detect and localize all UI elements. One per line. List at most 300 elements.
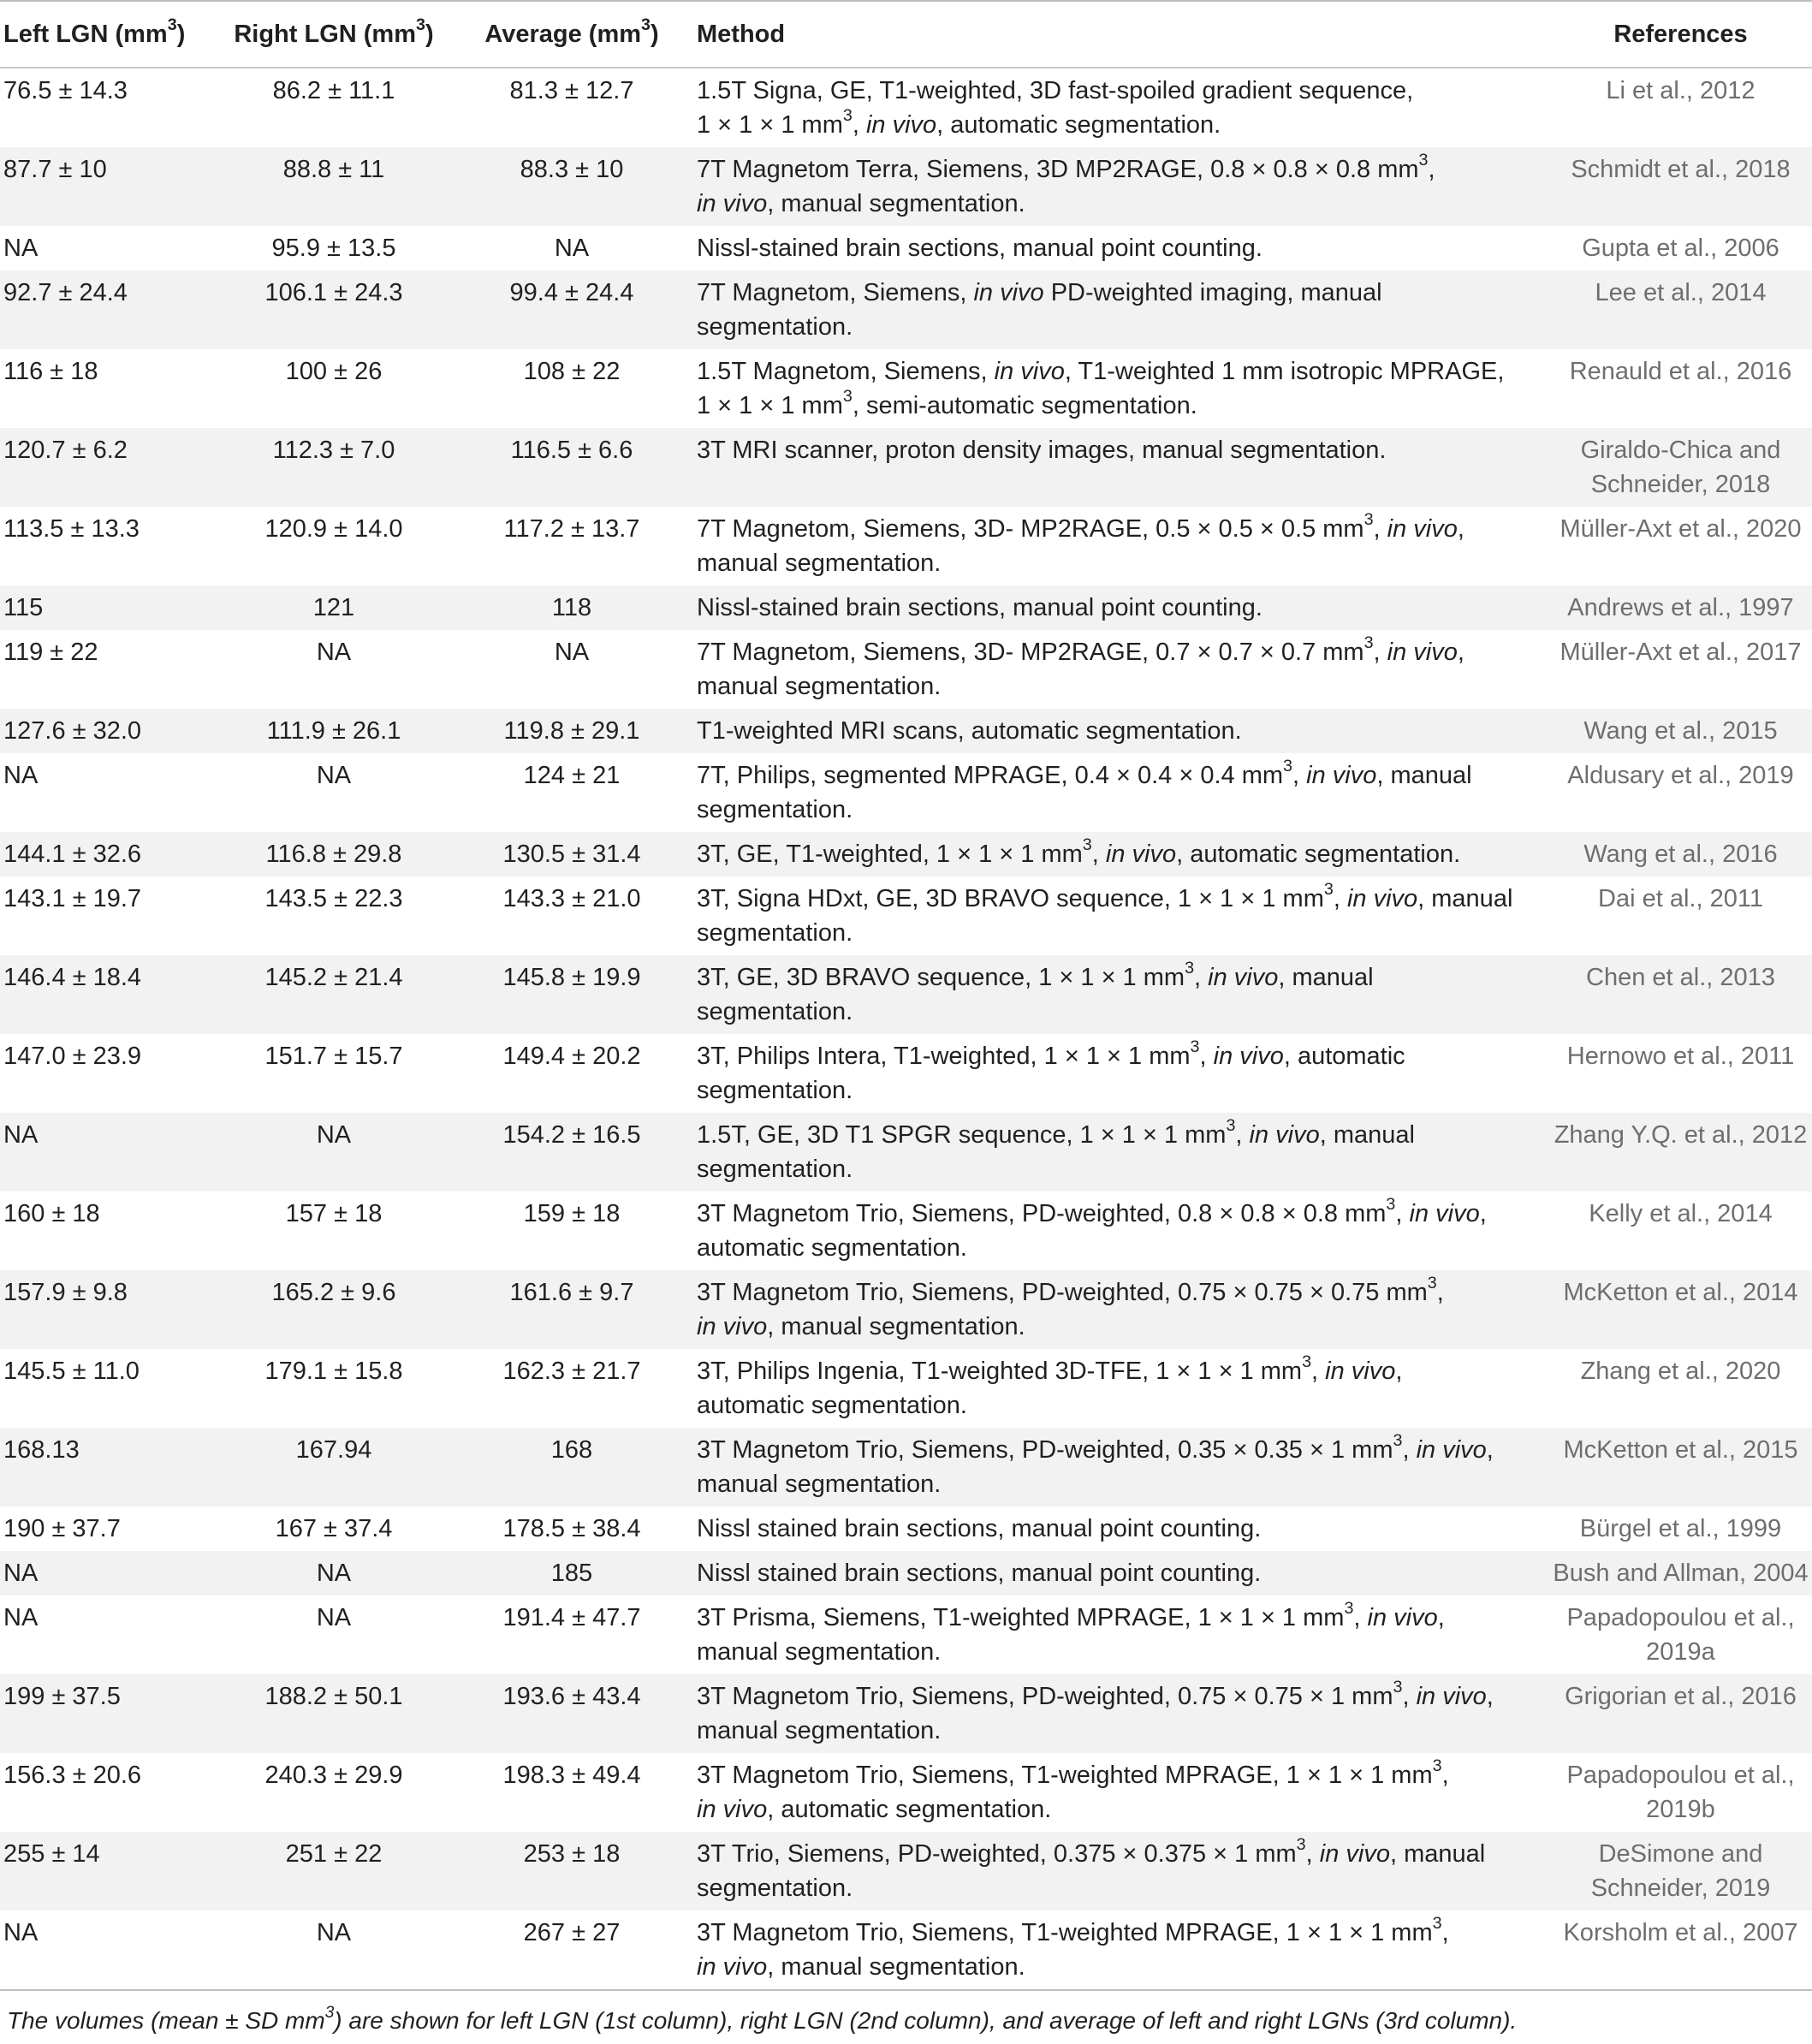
text-segment: , <box>852 111 866 139</box>
text-segment: , manual <box>1417 885 1513 912</box>
right-lgn-cell: NA <box>316 1560 352 1587</box>
reference-cell: McKetton et al., 2014 <box>1563 1279 1798 1306</box>
text-segment: manual segmentation. <box>697 550 942 577</box>
method-cell <box>690 876 1549 955</box>
header-superscript: 3 <box>641 15 651 34</box>
left-lgn-cell: NA <box>3 1560 39 1587</box>
average-cell: 108 ± 22 <box>523 358 621 385</box>
table-row <box>0 585 1812 630</box>
text-segment: , <box>1353 1604 1368 1631</box>
text-segment: , <box>1457 515 1464 543</box>
right-lgn-cell: 88.8 ± 11 <box>282 156 385 183</box>
average-cell: 193.6 ± 43.4 <box>502 1683 641 1710</box>
text-segment: , <box>1395 1358 1403 1385</box>
text-segment: 3T Prisma, Siemens, T1-weighted MPRAGE, 1 × 1 × 1 mm <box>697 1604 1345 1631</box>
average-cell: 154.2 ± 16.5 <box>502 1121 641 1149</box>
italic-text: in vivo <box>1213 1043 1284 1070</box>
superscript: 3 <box>1185 959 1195 978</box>
table-row <box>0 1428 1812 1506</box>
left-lgn-cell: 76.5 ± 14.3 <box>3 77 128 104</box>
left-lgn-cell: 168.13 <box>3 1436 80 1464</box>
header-tail: ) <box>650 20 659 48</box>
text-segment: T1-weighted MRI scans, automatic segmentation. <box>697 717 1242 745</box>
superscript: 3 <box>1082 835 1092 855</box>
text-segment: 3T, GE, 3D BRAVO sequence, 1 × 1 × 1 mm <box>697 964 1185 991</box>
method-cell <box>690 1428 1549 1506</box>
left-lgn-cell: 199 ± 37.5 <box>3 1683 121 1710</box>
superscript: 3 <box>1296 1835 1306 1855</box>
text-segment: , <box>1486 1683 1494 1710</box>
table-row <box>0 832 1812 876</box>
left-lgn-cell: 147.0 ± 23.9 <box>3 1043 142 1070</box>
table-row <box>0 1270 1812 1349</box>
italic-text: in vivo <box>1416 1683 1487 1710</box>
method-cell <box>690 1551 1549 1595</box>
table-row <box>0 876 1812 955</box>
text-segment: , <box>1428 156 1435 183</box>
reference-cell: Lee et al., 2014 <box>1595 279 1767 306</box>
text-segment: , <box>1373 639 1387 666</box>
average-cell: 145.8 ± 19.9 <box>502 964 641 991</box>
left-lgn-cell: NA <box>3 1604 39 1631</box>
text-segment: 3T Magnetom Trio, Siemens, T1-weighted MPRAGE, 1 × 1 × 1 mm <box>697 1762 1433 1789</box>
left-lgn-cell: 156.3 ± 20.6 <box>3 1762 142 1789</box>
superscript: 3 <box>1302 1352 1312 1372</box>
text-segment: 3T, GE, T1-weighted, 1 × 1 × 1 mm <box>697 841 1083 868</box>
average-cell: 117.2 ± 13.7 <box>503 515 640 543</box>
method-cell <box>690 1349 1549 1428</box>
text-segment: 7T, Philips, segmented MPRAGE, 0.4 × 0.4 × 0.4 mm <box>697 762 1284 789</box>
average-cell: 159 ± 18 <box>523 1200 621 1227</box>
method-cell <box>690 753 1549 832</box>
header-superscript: 3 <box>416 15 425 34</box>
italic-text: in vivo <box>697 1796 768 1823</box>
left-lgn-cell: 115 <box>3 594 44 621</box>
italic-text: in vivo <box>1416 1436 1487 1464</box>
text-segment: Nissl stained brain sections, manual point counting. <box>697 1515 1262 1542</box>
table-row <box>0 1506 1812 1551</box>
text-segment: segmentation. <box>697 1875 853 1902</box>
table-row <box>0 1910 1812 1990</box>
text-segment: , <box>1402 1683 1417 1710</box>
table-row <box>0 709 1812 753</box>
text-segment: 3T, Philips Ingenia, T1-weighted 3D-TFE, 1 × 1 × 1 mm <box>697 1358 1303 1385</box>
italic-text: in vivo <box>697 1953 768 1981</box>
average-cell: 99.4 ± 24.4 <box>509 279 634 306</box>
left-lgn-cell: NA <box>3 762 39 789</box>
reference-cell: Müller-Axt et al., 2017 <box>1560 639 1802 666</box>
right-lgn-cell: 111.9 ± 26.1 <box>266 717 401 745</box>
text-segment: , <box>1333 885 1347 912</box>
reference-cell: Schmidt et al., 2018 <box>1571 156 1791 183</box>
right-lgn-cell: 86.2 ± 11.1 <box>272 77 395 104</box>
text-segment: , T1-weighted 1 mm isotropic MPRAGE, <box>1064 358 1505 385</box>
right-lgn-cell: 179.1 ± 15.8 <box>264 1358 403 1385</box>
table-body <box>0 68 1812 1990</box>
reference-cell: Hernowo et al., 2011 <box>1566 1043 1795 1070</box>
reference-cell: Chen et al., 2013 <box>1586 964 1775 991</box>
text-segment: 1.5T Magnetom, Siemens, <box>697 358 995 385</box>
average-cell: 198.3 ± 49.4 <box>502 1762 641 1789</box>
text-segment: 3T, Signa HDxt, GE, 3D BRAVO sequence, 1 × 1 × 1 mm <box>697 885 1324 912</box>
method-cell <box>690 1674 1549 1753</box>
italic-text: in vivo <box>1105 841 1177 868</box>
method-cell <box>690 507 1549 585</box>
method-cell <box>690 955 1549 1034</box>
superscript: 3 <box>1418 151 1429 170</box>
right-lgn-header <box>214 1 454 68</box>
superscript: 3 <box>842 106 853 126</box>
italic-text: in vivo <box>1319 1840 1390 1868</box>
text-segment: automatic segmentation. <box>697 1234 967 1262</box>
reference-cell: McKetton et al., 2015 <box>1563 1436 1798 1464</box>
left-lgn-cell: 157.9 ± 9.8 <box>3 1279 128 1306</box>
italic-text: in vivo <box>1249 1121 1320 1149</box>
right-lgn-cell: 116.8 ± 29.8 <box>265 841 402 868</box>
right-lgn-cell: NA <box>316 639 352 666</box>
average-cell: 178.5 ± 38.4 <box>502 1515 641 1542</box>
right-lgn-cell: 165.2 ± 9.6 <box>271 1279 396 1306</box>
text-segment: 3T MRI scanner, proton density images, manual segmentation. <box>697 437 1387 464</box>
text-segment: , <box>1437 1604 1445 1631</box>
left-lgn-cell: 145.5 ± 11.0 <box>3 1358 140 1385</box>
right-lgn-cell: 120.9 ± 14.0 <box>264 515 403 543</box>
italic-text: in vivo <box>865 111 937 139</box>
header-label: Left LGN (mm <box>3 20 168 48</box>
text-segment: , <box>1305 1840 1320 1868</box>
reference-cell: Bush and Allman, 2004 <box>1553 1560 1809 1587</box>
average-cell: 267 ± 27 <box>454 1910 690 1990</box>
reference-cell: Korsholm et al., 2007 <box>1549 1910 1812 1990</box>
left-lgn-cell: 92.7 ± 24.4 <box>3 279 128 306</box>
italic-text: in vivo <box>1367 1604 1438 1631</box>
superscript: 3 <box>1226 1116 1236 1136</box>
table-row <box>0 226 1812 270</box>
text-segment: manual segmentation. <box>697 1471 942 1498</box>
reference-cell: Renauld et al., 2016 <box>1569 358 1792 385</box>
average-cell: NA <box>554 235 590 262</box>
text-segment: manual segmentation. <box>697 673 942 700</box>
table-row <box>0 955 1812 1034</box>
text-segment: 3T, Philips Intera, T1-weighted, 1 × 1 × 1 mm <box>697 1043 1191 1070</box>
text-segment: 1.5T Signa, GE, T1-weighted, 3D fast-spoiled gradient sequence, <box>697 77 1414 104</box>
method-cell <box>690 428 1549 507</box>
right-lgn-cell: 157 ± 18 <box>285 1200 383 1227</box>
left-lgn-cell: NA <box>3 1121 39 1149</box>
left-lgn-cell: 120.7 ± 6.2 <box>3 437 128 464</box>
superscript: 3 <box>1323 880 1334 900</box>
text-segment: 1 × 1 × 1 mm <box>697 392 843 419</box>
reference-cell: Wang et al., 2015 <box>1583 717 1778 745</box>
text-segment: , <box>1292 762 1307 789</box>
average-cell: 88.3 ± 10 <box>520 156 624 183</box>
table-row <box>0 270 1812 349</box>
left-lgn-cell: 116 ± 18 <box>3 358 98 385</box>
left-lgn-cell: 87.7 ± 10 <box>3 156 107 183</box>
text-segment: , <box>1311 1358 1326 1385</box>
text-segment: 3T Magnetom Trio, Siemens, PD-weighted, 0.35 × 0.35 × 1 mm <box>697 1436 1393 1464</box>
left-lgn-cell: 190 ± 37.7 <box>3 1515 121 1542</box>
references-header <box>1549 1 1812 68</box>
method-cell <box>690 1595 1549 1674</box>
table-header <box>0 1 1812 68</box>
method-cell <box>690 1506 1549 1551</box>
right-lgn-cell: 143.5 ± 22.3 <box>264 885 403 912</box>
text-segment: , manual segmentation. <box>767 190 1025 217</box>
text-segment: The volumes (mean ± SD mm <box>7 2007 325 2034</box>
right-lgn-cell: 240.3 ± 29.9 <box>264 1762 403 1789</box>
left-lgn-cell: 160 ± 18 <box>3 1200 100 1227</box>
average-cell: 149.4 ± 20.2 <box>502 1043 641 1070</box>
text-segment: segmentation. <box>697 1156 853 1183</box>
reference-cell: Wang et al., 2016 <box>1583 841 1778 868</box>
reference-cell: DeSimone and Schneider, 2019 <box>1590 1840 1771 1902</box>
text-segment: 1.5T, GE, 3D T1 SPGR sequence, 1 × 1 × 1 mm <box>697 1121 1227 1149</box>
method-cell <box>690 1191 1549 1270</box>
average-header <box>454 1 690 68</box>
text-segment: 7T Magnetom, Siemens, <box>697 279 974 306</box>
header-label: References <box>1613 20 1748 48</box>
italic-text: in vivo <box>1346 885 1418 912</box>
text-segment: automatic segmentation. <box>697 1392 967 1419</box>
reference-cell: Grigorian et al., 2016 <box>1565 1683 1797 1710</box>
text-segment: Nissl-stained brain sections, manual point counting. <box>697 594 1262 621</box>
table-row <box>0 147 1812 226</box>
right-lgn-cell: 112.3 ± 7.0 <box>272 437 395 464</box>
average-cell: 168 <box>550 1436 593 1464</box>
table-row <box>0 1034 1812 1113</box>
table-caption <box>0 1998 1811 2044</box>
text-segment: , <box>1479 1200 1487 1227</box>
method-cell <box>690 709 1549 753</box>
text-segment: , manual <box>1389 1840 1486 1868</box>
left-lgn-cell: NA <box>3 235 39 262</box>
average-cell: 130.5 ± 31.4 <box>502 841 641 868</box>
header-label: Average (mm <box>484 20 642 48</box>
average-cell: 116.5 ± 6.6 <box>510 437 633 464</box>
average-cell: 253 ± 18 <box>523 1840 621 1868</box>
table-row <box>0 630 1812 709</box>
text-segment: , automatic segmentation. <box>936 111 1221 139</box>
average-cell: 119.8 ± 29.1 <box>503 717 640 745</box>
right-lgn-cell: 95.9 ± 13.5 <box>271 235 396 262</box>
table-row <box>0 1832 1812 1910</box>
text-segment: , <box>1457 639 1464 666</box>
right-lgn-cell: 106.1 ± 24.3 <box>264 279 403 306</box>
italic-text: in vivo <box>1409 1200 1480 1227</box>
left-lgn-cell: 143.1 ± 19.7 <box>3 885 142 912</box>
text-segment: , automatic segmentation. <box>1176 841 1461 868</box>
method-cell <box>690 1832 1549 1910</box>
italic-text: in vivo <box>1387 515 1458 543</box>
text-segment: segmentation. <box>697 919 853 947</box>
left-lgn-cell: 113.5 ± 13.3 <box>3 515 140 543</box>
left-lgn-cell: 119 ± 22 <box>3 639 98 666</box>
text-segment: , semi-automatic segmentation. <box>852 392 1197 419</box>
method-cell <box>690 1034 1549 1113</box>
text-segment: 3T Magnetom Trio, Siemens, T1-weighted MPRAGE, 1 × 1 × 1 mm <box>697 1919 1433 1946</box>
table-row <box>0 1349 1812 1428</box>
text-segment: ) are shown for left LGN (1st column), right LGN (2nd column), and average of left and right LGNs (3rd column). <box>334 2007 1518 2034</box>
average-cell: 191.4 ± 47.7 <box>502 1604 641 1631</box>
text-segment: , manual <box>1376 762 1472 789</box>
reference-cell: Zhang Y.Q. et al., 2012 <box>1554 1121 1808 1149</box>
text-segment: , <box>1441 1919 1449 1946</box>
text-segment: PD-weighted imaging, manual <box>1043 279 1382 306</box>
text-segment: , <box>1091 841 1106 868</box>
superscript: 3 <box>1344 1599 1354 1619</box>
method-cell <box>690 68 1549 147</box>
right-lgn-cell: 121 <box>312 594 355 621</box>
reference-cell: Papadopoulou et al., 2019a <box>1566 1604 1795 1666</box>
text-segment: , <box>1395 1200 1410 1227</box>
method-cell <box>690 1113 1549 1191</box>
text-segment: 7T Magnetom, Siemens, 3D- MP2RAGE, 0.5 × 0.5 × 0.5 mm <box>697 515 1364 543</box>
italic-text: in vivo <box>697 1313 768 1340</box>
average-cell: 118 <box>551 594 592 621</box>
reference-cell: Kelly et al., 2014 <box>1589 1200 1773 1227</box>
right-lgn-cell: 251 ± 22 <box>285 1840 383 1868</box>
text-segment: , automatic segmentation. <box>767 1796 1052 1823</box>
italic-text: in vivo <box>1208 964 1279 991</box>
italic-text: in vivo <box>1325 1358 1396 1385</box>
text-segment: , automatic <box>1283 1043 1405 1070</box>
text-segment: 3T Magnetom Trio, Siemens, PD-weighted, 0.75 × 0.75 × 0.75 mm <box>697 1279 1428 1306</box>
text-segment: Nissl-stained brain sections, manual point counting. <box>697 235 1262 262</box>
text-segment: segmentation. <box>697 796 853 823</box>
method-cell <box>690 832 1549 876</box>
reference-cell: Giraldo-Chica and Schneider, 2018 <box>1580 437 1781 498</box>
text-segment: , <box>1199 1043 1214 1070</box>
table-row <box>0 68 1812 147</box>
method-header <box>690 1 1549 68</box>
table-row <box>0 1113 1812 1191</box>
text-segment: , <box>1441 1762 1449 1789</box>
text-segment: 7T Magnetom, Siemens, 3D- MP2RAGE, 0.7 × 0.7 × 0.7 mm <box>697 639 1364 666</box>
table-row <box>0 1674 1812 1753</box>
text-segment: 3T Magnetom Trio, Siemens, PD-weighted, 0.8 × 0.8 × 0.8 mm <box>697 1200 1387 1227</box>
text-segment: , manual <box>1319 1121 1415 1149</box>
method-cell <box>690 226 1549 270</box>
text-segment: , manual segmentation. <box>767 1313 1025 1340</box>
text-segment: 1 × 1 × 1 mm <box>697 111 843 139</box>
table-row <box>0 428 1812 507</box>
text-segment: 7T Magnetom Terra, Siemens, 3D MP2RAGE, 0.8 × 0.8 × 0.8 mm <box>697 156 1419 183</box>
superscript: 3 <box>1283 757 1293 776</box>
method-cell <box>690 630 1549 709</box>
italic-text: in vivo <box>1387 639 1458 666</box>
right-lgn-cell: 145.2 ± 21.4 <box>264 964 403 991</box>
superscript: 3 <box>1393 1678 1403 1697</box>
text-segment: 3T Trio, Siemens, PD-weighted, 0.375 × 0.375 × 1 mm <box>697 1840 1297 1868</box>
reference-cell: Müller-Axt et al., 2020 <box>1560 515 1802 543</box>
right-lgn-cell: 167.94 <box>295 1436 372 1464</box>
text-segment: Nissl stained brain sections, manual point counting. <box>697 1560 1262 1587</box>
italic-text: in vivo <box>994 358 1065 385</box>
superscript: 3 <box>1393 1431 1403 1451</box>
italic-text: in vivo <box>697 190 768 217</box>
reference-cell: Aldusary et al., 2019 <box>1567 762 1794 789</box>
header-superscript: 3 <box>167 15 177 34</box>
right-lgn-cell: 167 ± 37.4 <box>275 1515 393 1542</box>
right-lgn-cell: 188.2 ± 50.1 <box>264 1683 403 1710</box>
text-segment: 3T Magnetom Trio, Siemens, PD-weighted, 0.75 × 0.75 × 1 mm <box>697 1683 1393 1710</box>
method-cell <box>690 1270 1549 1349</box>
method-cell <box>690 270 1549 349</box>
average-cell: 81.3 ± 12.7 <box>509 77 634 104</box>
text-segment: segmentation. <box>697 313 853 341</box>
right-lgn-cell: 100 ± 26 <box>285 358 383 385</box>
left-lgn-header <box>0 1 214 68</box>
method-cell <box>690 1753 1549 1832</box>
table-row <box>0 753 1812 832</box>
text-segment: segmentation. <box>697 1077 853 1104</box>
reference-cell: Zhang et al., 2020 <box>1580 1358 1781 1385</box>
method-cell <box>690 349 1549 428</box>
table-row <box>0 507 1812 585</box>
right-lgn-cell: NA <box>316 1121 352 1149</box>
left-lgn-cell: 144.1 ± 32.6 <box>3 841 142 868</box>
superscript: 3 <box>842 387 853 407</box>
text-segment: , <box>1194 964 1209 991</box>
table-row <box>0 1191 1812 1270</box>
left-lgn-cell: NA <box>0 1910 214 1990</box>
left-lgn-cell: 127.6 ± 32.0 <box>3 717 142 745</box>
text-segment: manual segmentation. <box>697 1717 942 1744</box>
table-row <box>0 1753 1812 1832</box>
text-segment: , <box>1402 1436 1417 1464</box>
superscript: 3 <box>1432 1756 1442 1776</box>
superscript: 3 <box>1386 1195 1396 1215</box>
text-segment: manual segmentation. <box>697 1638 942 1666</box>
superscript: 3 <box>1363 633 1374 653</box>
right-lgn-cell: NA <box>316 762 352 789</box>
average-cell: 162.3 ± 21.7 <box>502 1358 641 1385</box>
superscript: 3 <box>324 2003 335 2022</box>
header-label: Right LGN (mm <box>234 20 416 48</box>
reference-cell: Dai et al., 2011 <box>1598 885 1763 912</box>
table-row <box>0 349 1812 428</box>
left-lgn-cell: 255 ± 14 <box>3 1840 100 1868</box>
average-cell: 185 <box>550 1560 593 1587</box>
reference-cell: Andrews et al., 1997 <box>1567 594 1794 621</box>
reference-cell: Bürgel et al., 1999 <box>1579 1515 1782 1542</box>
average-cell: 124 ± 21 <box>523 762 621 789</box>
table-row <box>0 1595 1812 1674</box>
superscript: 3 <box>1432 1914 1442 1934</box>
header-row <box>0 1 1812 68</box>
text-segment: segmentation. <box>697 998 853 1025</box>
superscript: 3 <box>1363 510 1374 530</box>
method-cell <box>690 585 1549 630</box>
right-lgn-cell: NA <box>316 1604 352 1631</box>
average-cell: 161.6 ± 9.7 <box>509 1279 634 1306</box>
text-segment: , <box>1436 1279 1444 1306</box>
right-lgn-cell: 151.7 ± 15.7 <box>264 1043 403 1070</box>
text-segment: , manual <box>1278 964 1374 991</box>
average-cell: NA <box>554 639 590 666</box>
text-segment: , manual segmentation. <box>767 1953 1025 1981</box>
method-cell <box>690 1910 1549 1990</box>
header-label: Method <box>697 20 786 48</box>
left-lgn-cell: 146.4 ± 18.4 <box>3 964 142 991</box>
reference-cell: Gupta et al., 2006 <box>1582 235 1779 262</box>
header-tail: ) <box>425 20 434 48</box>
average-cell: 143.3 ± 21.0 <box>502 885 641 912</box>
right-lgn-cell: NA <box>214 1910 454 1990</box>
method-cell <box>690 147 1549 226</box>
reference-cell: Li et al., 2012 <box>1606 77 1756 104</box>
